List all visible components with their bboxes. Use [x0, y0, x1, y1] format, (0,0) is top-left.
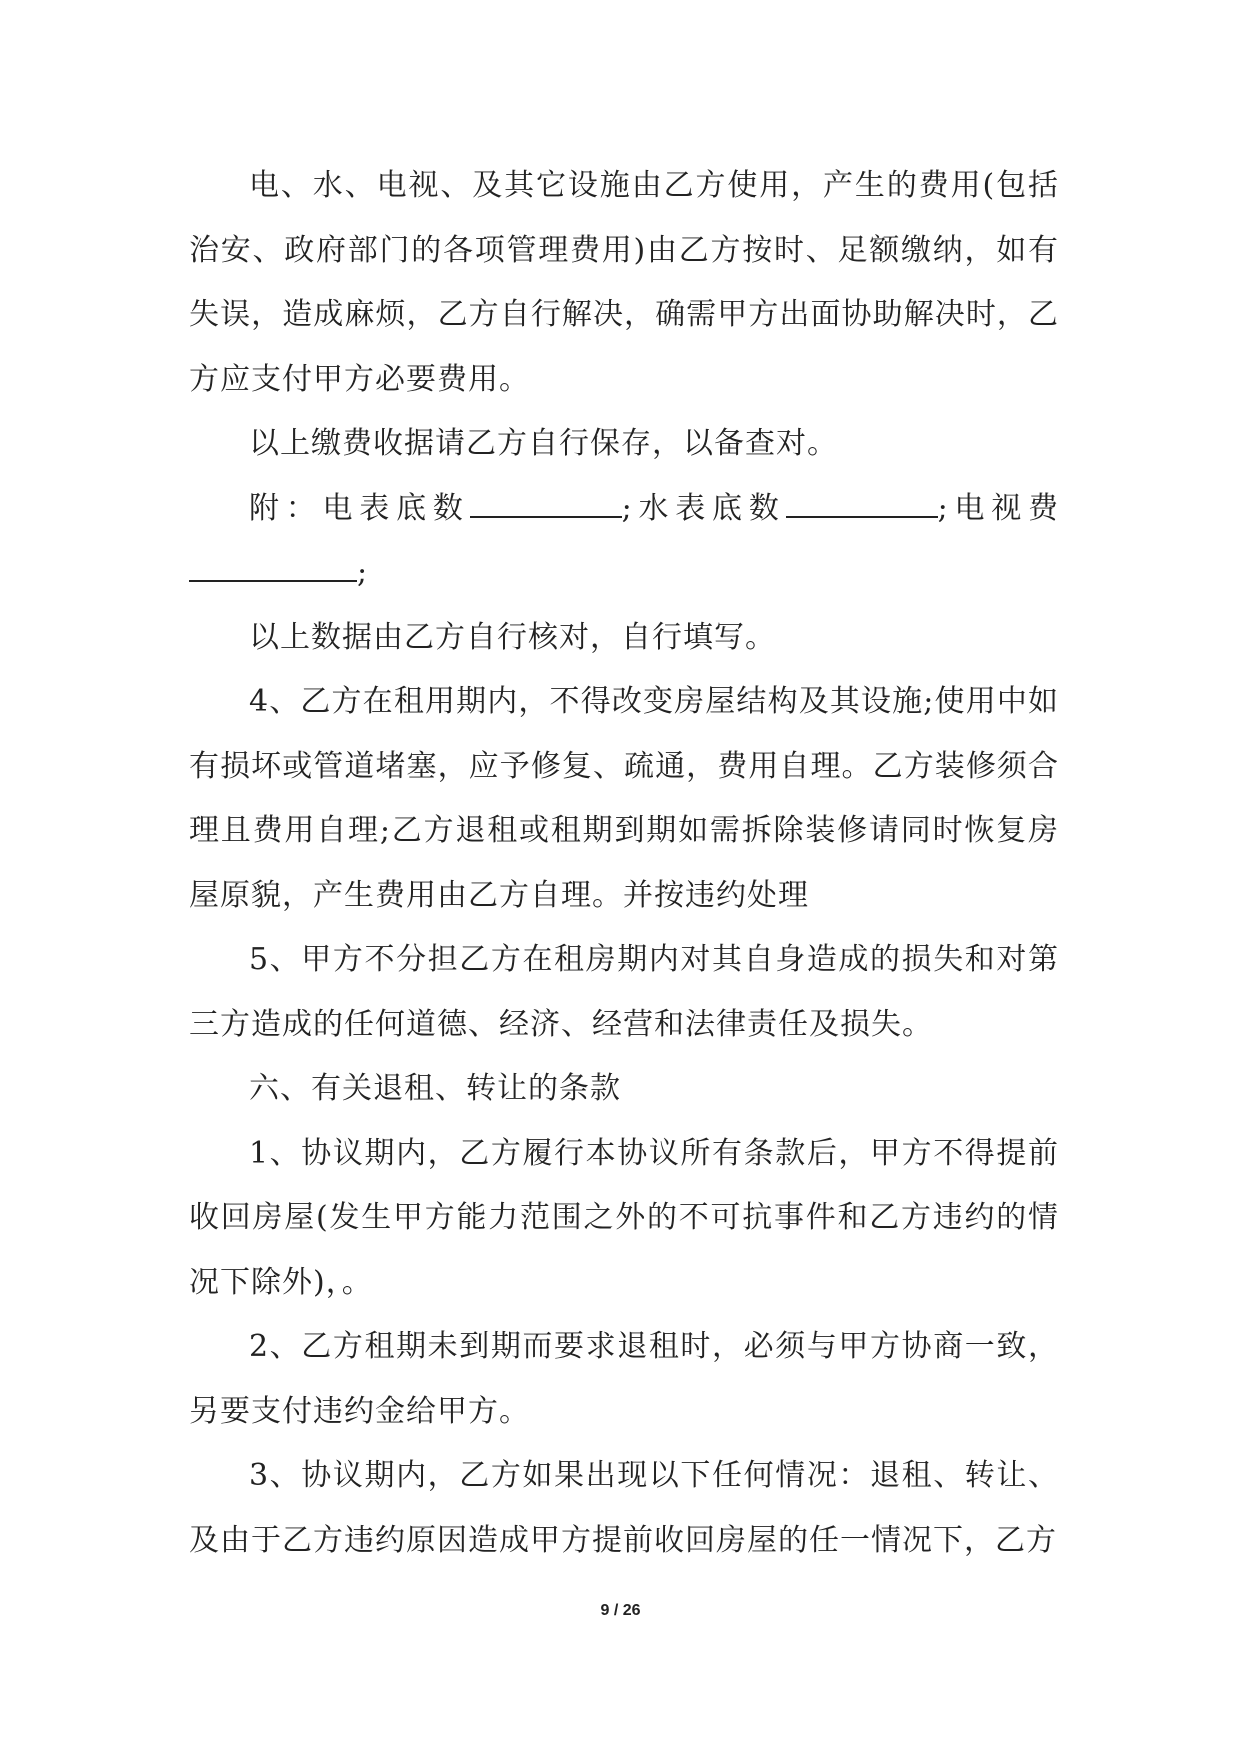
electric-meter-blank [470, 489, 622, 518]
paragraph-clause-4: 4、乙方在租用期内，不得改变房屋结构及其设施;使用中如有损坏或管道堵塞，应予修复、疏通，费用自理。乙方装修须合理且费用自理;乙方退租或租期到期如需拆除装修请同时恢复房屋原貌，产生费用由乙方自理。并按违约处理 [189, 684, 1059, 913]
paragraph-utilities: 电、水、电视、及其它设施由乙方使用，产生的费用(包括治安、政府部门的各项管理费用)由乙方按时、足额缴纳，如有失误，造成麻烦，乙方自行解决，确需甲方出面协助解决时，乙方应支付甲方必要费用。 [189, 168, 1059, 397]
paragraph-receipts: 以上缴费收据请乙方自行保存，以备查对。 [249, 426, 838, 461]
water-meter-blank [786, 489, 938, 518]
paragraph-meter-readings [189, 477, 1059, 606]
attachment-tv-label: ;电视费 [937, 490, 1060, 526]
paragraph-clause-5: 5、甲方不分担乙方在租房期内对其自身造成的损失和对第三方造成的任何道德、经济、经营和法律责任及损失。 [189, 942, 1059, 1042]
paragraph-self-check: 以上数据由乙方自行核对，自行填写。 [249, 619, 776, 655]
paragraph-6-3: 3、协议期内，乙方如果出现以下任何情况：退租、转让、及由于乙方违约原因造成甲方提前收回房屋的任一情况下，乙方 [189, 1458, 1059, 1558]
document-body [189, 154, 1059, 1573]
attachment-water-label: ;水表底数 [621, 490, 786, 526]
attachment-end: ; [357, 555, 369, 590]
tv-fee-blank [189, 553, 357, 582]
paragraph-6-1: 1、协议期内，乙方履行本协议所有条款后，甲方不得提前收回房屋(发生甲方能力范围之外的不可抗事件和乙方违约的情况下除外)，。 [189, 1135, 1059, 1300]
section-heading-6: 六、有关退租、转让的条款 [249, 1071, 621, 1106]
attachment-prefix: 附：电表底数 [249, 490, 470, 526]
paragraph-6-2: 2、乙方租期未到期而要求退租时，必须与甲方协商一致，另要支付违约金给甲方。 [189, 1329, 1059, 1429]
page-number: 9 / 26 [600, 1602, 641, 1619]
